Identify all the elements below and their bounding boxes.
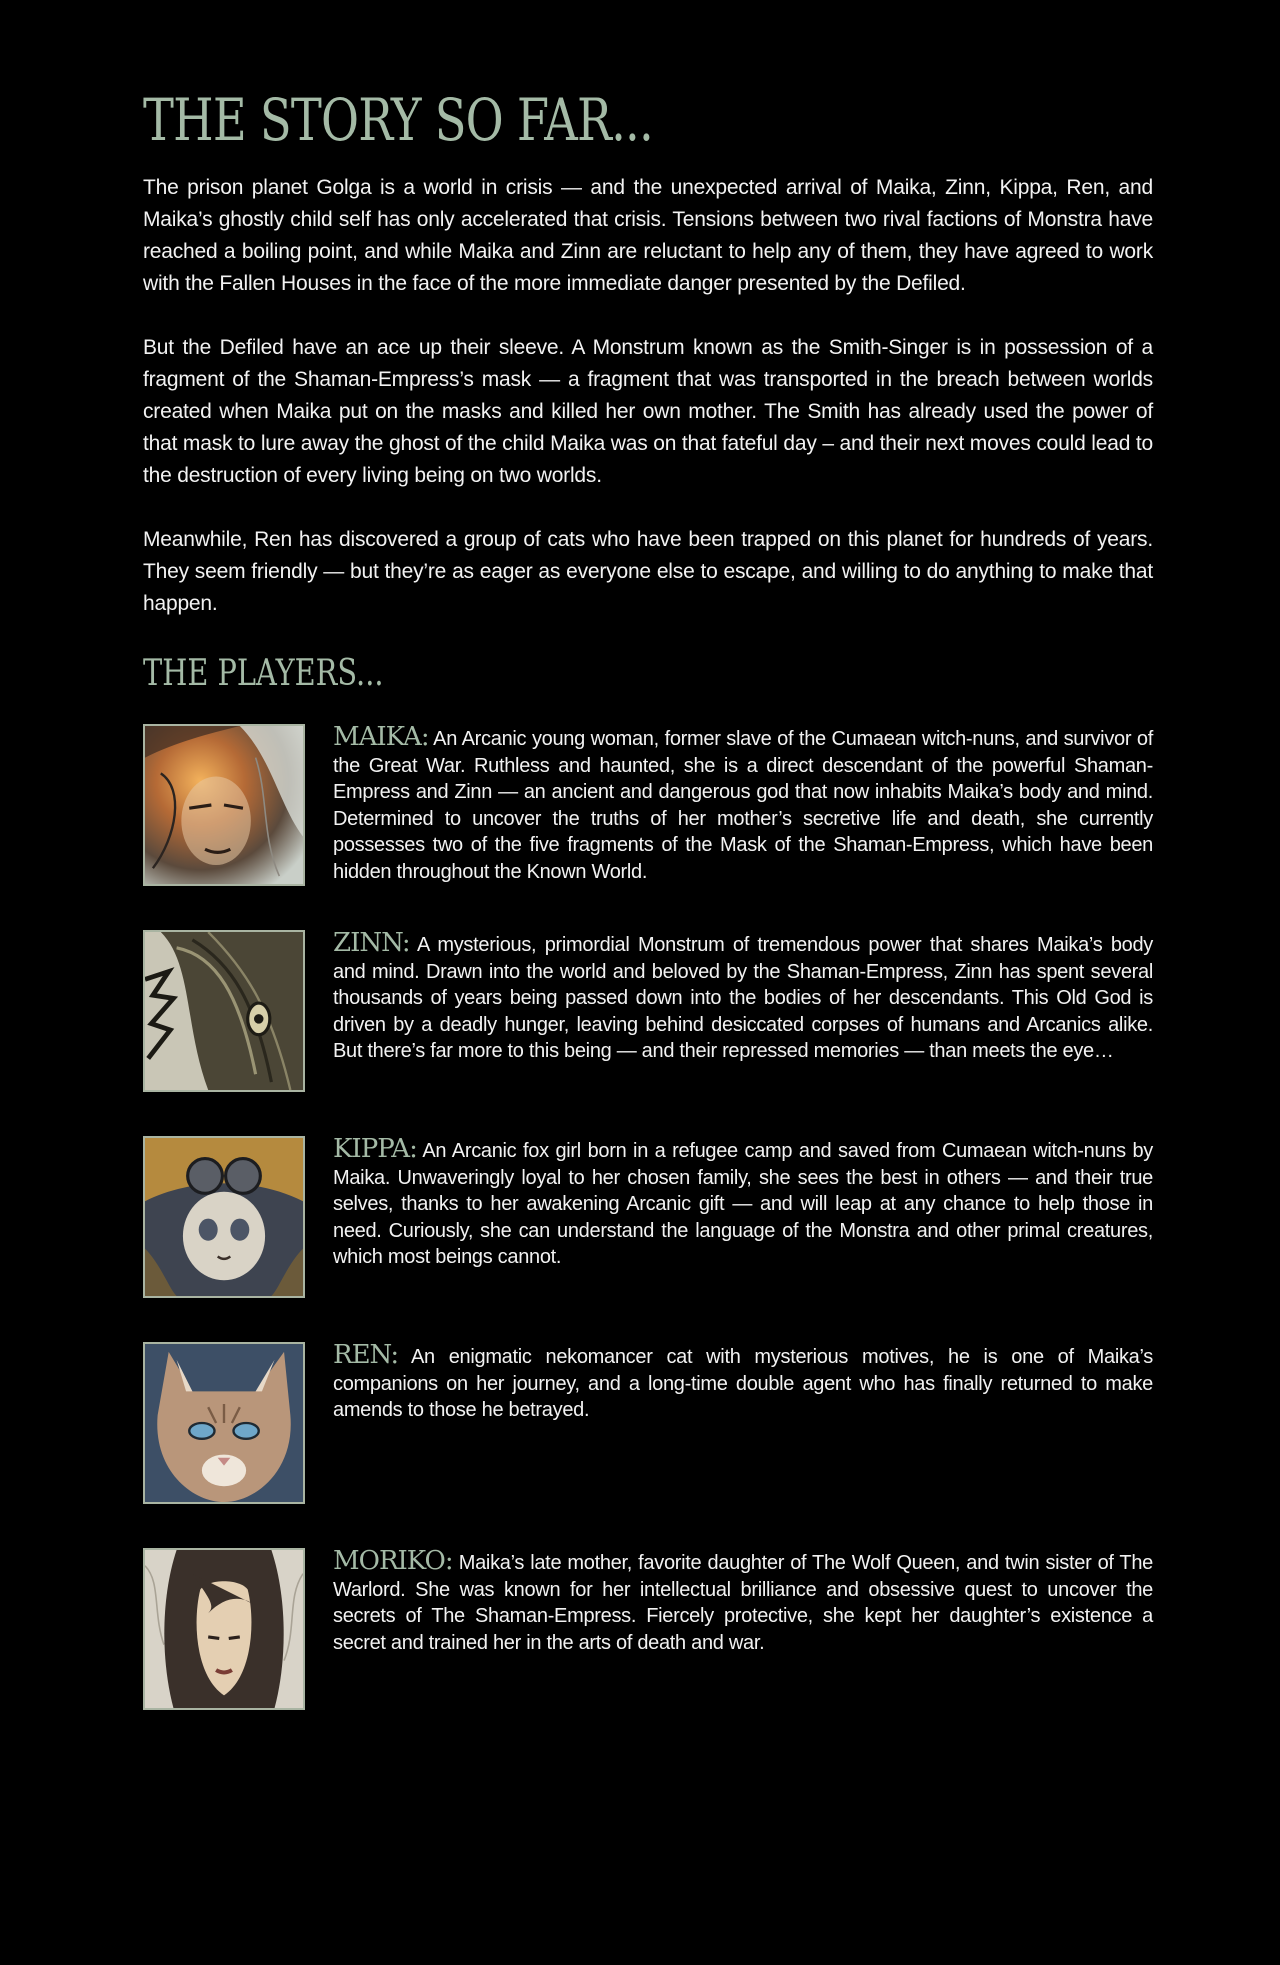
player-ren — [143, 1342, 1153, 1548]
player-zinn — [143, 930, 1153, 1136]
kippa-portrait — [143, 1136, 305, 1298]
maika-text: An Arcanic young woman, former slave of the Cumaean witch-nuns, and survivor of the Great War. Ruthless and haunted, she is a direct descendant of the powerful Shaman-Empress and Zinn — an ancient and dangerous god that now inhabits Maika’s body and mind. Determined to uncover the truths of her mother’s secretive life and death, she currently possesses two of the five fragments of the Mask of the Shaman-Empress, which have been hidden throughout the Known World. — [333, 728, 1153, 883]
zinn-portrait-art — [145, 932, 303, 1090]
kippa-name: KIPPA: — [333, 1134, 417, 1164]
story-summary — [143, 172, 1153, 620]
moriko-portrait — [143, 1548, 305, 1710]
story-page — [143, 82, 1153, 1754]
maika-portrait — [143, 724, 305, 886]
player-kippa — [143, 1136, 1153, 1342]
moriko-name: MORIKO: — [333, 1546, 453, 1576]
player-maika — [143, 724, 1153, 930]
moriko-portrait-art — [145, 1550, 303, 1708]
story-paragraph: But the Defiled have an ace up their sleeve. A Monstrum known as the Smith-Singer is in possession of a fragment of the Shaman-Empress’s mask — a fragment that was transported in the breach between worlds created when Maika put on the masks and killed her own mother. The Smith has already used the power of that mask to lure away the ghost of the child Maika was on that fateful day – and their next moves could lead to the destruction of every living being on two worlds. — [143, 336, 1153, 487]
zinn-portrait — [143, 930, 305, 1092]
story-paragraph: The prison planet Golga is a world in crisis — and the unexpected arrival of Maika, Zinn, Kippa, Ren, and Maika’s ghostly child self has only accelerated that crisis. Tensions between two rival factions of Monstra have reached a boiling point, and while Maika and Zinn are reluctant to help any of them, they have agreed to work with the Fallen Houses in the face of the more immediate danger presented by the Defiled. — [143, 176, 1153, 295]
zinn-text: A mysterious, primordial Monstrum of tremendous power that shares Maika’s body and mind. Drawn into the world and beloved by the Shaman-Empress, Zinn has spent several thousands of years being passed down into the bodies of her descendants. This Old God is driven by a deadly hunger, leaving behind desiccated corpses of humans and Arcanics alike. But there’s far more to this being — and their repressed memories — than meets the eye… — [333, 934, 1153, 1062]
players-title: THE PLAYERS... — [143, 653, 384, 694]
kippa-text: An Arcanic fox girl born in a refugee camp and saved from Cumaean witch-nuns by Maika. Unwaveringly loyal to her chosen family, she sees the best in others — and their true selves, thanks to her awakening Arcanic gift — and will leap at any chance to help those in need. Curiously, she can understand the language of the Monstra and other primal creatures, which most beings cannot. — [333, 1140, 1153, 1268]
ren-portrait-art — [145, 1344, 303, 1502]
player-moriko — [143, 1548, 1153, 1754]
maika-name: MAIKA: — [333, 722, 429, 752]
maika-description — [333, 724, 1153, 885]
kippa-description — [333, 1136, 1153, 1271]
ren-text: An enigmatic nekomancer cat with mysterious motives, he is one of Maika’s companions on her journey, and a long-time double agent who has finally returned to make amends to those he betrayed. — [333, 1346, 1153, 1421]
ren-description — [333, 1342, 1153, 1424]
moriko-description — [333, 1548, 1153, 1656]
moriko-text: Maika’s late mother, favorite daughter of The Wolf Queen, and twin sister of The Warlord. She was known for her intellectual brilliance and obsessive quest to uncover the secrets of The Shaman-Empress. Fiercely protective, she kept her daughter’s existence a secret and trained her in the arts of death and war. — [333, 1552, 1153, 1654]
zinn-description — [333, 930, 1153, 1065]
zinn-name: ZINN: — [333, 928, 410, 958]
ren-name: REN: — [333, 1340, 399, 1370]
ren-portrait — [143, 1342, 305, 1504]
story-so-far-title: THE STORY SO FAR... — [143, 86, 653, 154]
maika-portrait-art — [145, 726, 303, 884]
kippa-portrait-art — [145, 1138, 303, 1296]
players-list — [143, 724, 1153, 1754]
story-paragraph: Meanwhile, Ren has discovered a group of cats who have been trapped on this planet for hundreds of years. They seem friendly — but they’re as eager as everyone else to escape, and willing to do anything to make that happen. — [143, 528, 1153, 615]
